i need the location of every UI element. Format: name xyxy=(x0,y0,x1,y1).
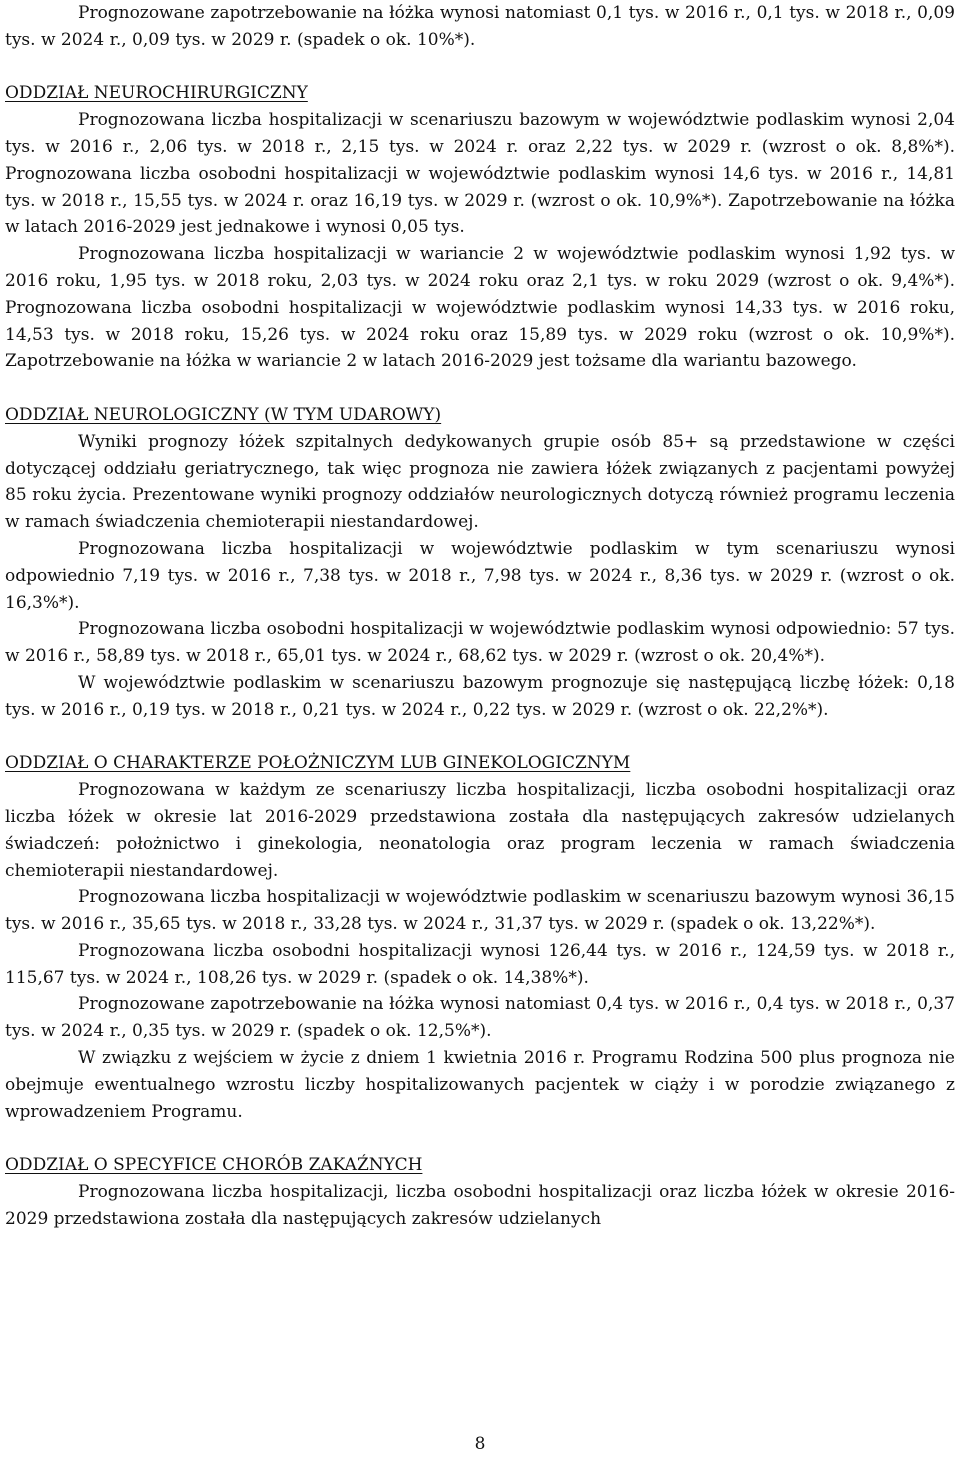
section-heading-neurology: ODDZIAŁ NEUROLOGICZNY (W TYM UDAROWY) xyxy=(5,404,442,425)
paragraph-obstetrics-500plus-note: W związku z wejściem w życie z dniem 1 kwietnia 2016 r. Programu Rodzina 500 plus prognoza nie obejmuje ewentualnego wzrostu liczby hospitalizowanych pacjentek w ciąży i w porodzie związanego z wprowadzeniem Programu. xyxy=(5,1048,955,1122)
paragraph-neurology-beds: W województwie podlaskim w scenariuszu bazowym prognozuje się następującą liczbę łóżek: 0,18 tys. w 2016 r., 0,19 tys. w 2018 r., 0,21 tys. w 2024 r., 0,22 tys. w 2029 r. (wzrost o ok. 22,2%*). xyxy=(5,672,955,720)
paragraph-obstetrics-intro: Prognozowana w każdym ze scenariuszy liczba hospitalizacji, liczba osobodni hospitalizacji oraz liczba łóżek w okresie lat 2016-2029 przedstawiona została dla następujących zakresów udzielanych świadczeń: położnictwo i ginekologia, neonatologia oraz program leczenia w ramach świadczenia chemioterapii niestandardowej. xyxy=(5,780,955,881)
spacer xyxy=(5,724,955,751)
page-number: 8 xyxy=(474,1434,486,1454)
paragraph-obstetrics-hospitalizations: Prognozowana liczba hospitalizacji w województwie podlaskim w scenariuszu bazowym wynosi 36,15 tys. w 2016 r., 35,65 tys. w 2018 r., 33,28 tys. w 2024 r., 31,37 tys. w 2029 r. (spadek o ok. 13,22%*). xyxy=(5,887,955,935)
paragraph-neurosurgery-base: Prognozowana liczba hospitalizacji w scenariuszu bazowym w województwie podlaskim wynosi 2,04 tys. w 2016 r., 2,06 tys. w 2018 r., 2,15 tys. w 2024 r. oraz 2,22 tys. w 2029 r. (wzrost o ok. 8,8%*). Prognozowana liczba osobodni hospitalizacji w województwie podlaskim wynosi 14,6 tys. w 2016 r., 14,81 tys. w 2018 r., 15,55 tys. w 2024 r. oraz 16,19 tys. w 2029 r. (wzrost o ok. 10,9%*). Zapotrzebowanie na łóżka w latach 2016-2029 jest jednakowe i wynosi 0,05 tys. xyxy=(5,110,955,238)
paragraph-neurology-hospitalizations: Prognozowana liczba hospitalizacji w województwie podlaskim w tym scenariuszu wynosi odpowiednio 7,19 tys. w 2016 r., 7,38 tys. w 2018 r., 7,98 tys. w 2024 r., 8,36 tys. w 2029 r. (wzrost o ok. 16,3%*). xyxy=(5,538,955,613)
paragraph-bed-demand-prev: Prognozowane zapotrzebowanie na łóżka wynosi natomiast 0,1 tys. w 2016 r., 0,1 tys. w 2018 r., 0,09 tys. w 2024 r., 0,09 tys. w 2029 r. (spadek o ok. 10%*). xyxy=(5,3,955,50)
section-heading-obstetrics-gynecology: ODDZIAŁ O CHARAKTERZE POŁOŻNICZYM LUB GINEKOLOGICZNYM xyxy=(5,753,631,774)
paragraph-infectious-intro: Prognozowana liczba hospitalizacji, liczba osobodni hospitalizacji oraz liczba łóżek w okresie 2016-2029 przedstawiona została dla następujących zakresów udzielanych xyxy=(5,1182,955,1229)
paragraph-neurosurgery-variant2: Prognozowana liczba hospitalizacji w wariancie 2 w województwie podlaskim wynosi 1,92 tys. w 2016 roku, 1,95 tys. w 2018 roku, 2,03 tys. w 2024 roku oraz 2,1 tys. w roku 2029 (wzrost o ok. 9,4%*). Prognozowana liczba osobodni hospitalizacji w województwie podlaskim wynosi 14,33 tys. w 2016 roku, 14,53 tys. w 2018 roku, 15,26 tys. w 2024 roku oraz 15,89 tys. w 2029 roku (wzrost o ok. 10,9%*). Zapotrzebowanie na łóżka w wariancie 2 w latach 2016-2029 jest tożsame dla wariantu bazowego. xyxy=(5,244,955,372)
section-heading-neurosurgery: ODDZIAŁ NEUROCHIRURGICZNY xyxy=(5,83,308,104)
spacer xyxy=(5,1125,955,1152)
paragraph-obstetrics-beds: Prognozowane zapotrzebowanie na łóżka wynosi natomiast 0,4 tys. w 2016 r., 0,4 tys. w 2018 r., 0,37 tys. w 2024 r., 0,35 tys. w 2029 r. (spadek o ok. 12,5%*). xyxy=(5,994,955,1042)
section-heading-infectious-diseases: ODDZIAŁ O SPECYFICE CHORÓB ZAKAŹNYCH xyxy=(5,1155,423,1176)
paragraph-obstetrics-patient-days: Prognozowana liczba osobodni hospitalizacji wynosi 126,44 tys. w 2016 r., 124,59 tys. w 2018 r., 115,67 tys. w 2024 r., 108,26 tys. w 2029 r. (spadek o ok. 14,38%*). xyxy=(5,940,955,988)
paragraph-neurology-patient-days: Prognozowana liczba osobodni hospitalizacji w województwie podlaskim wynosi odpowiednio: 57 tys. w 2016 r., 58,89 tys. w 2018 r., 65,01 tys. w 2024 r., 68,62 tys. w 2029 r. (wzrost o ok. 20,4%*). xyxy=(5,619,955,667)
spacer xyxy=(5,375,955,402)
document-page xyxy=(5,0,955,1468)
spacer xyxy=(5,54,955,81)
paragraph-neurology-intro: Wyniki prognozy łóżek szpitalnych dedykowanych grupie osób 85+ są przedstawione w części dotyczącej oddziału geriatrycznego, tak więc prognoza nie zawiera łóżek związanych z pacjentami powyżej 85 roku życia. Prezentowane wyniki prognozy oddziałów neurologicznych dotyczą również programu leczenia w ramach świadczenia chemioterapii niestandardowej. xyxy=(5,431,955,533)
